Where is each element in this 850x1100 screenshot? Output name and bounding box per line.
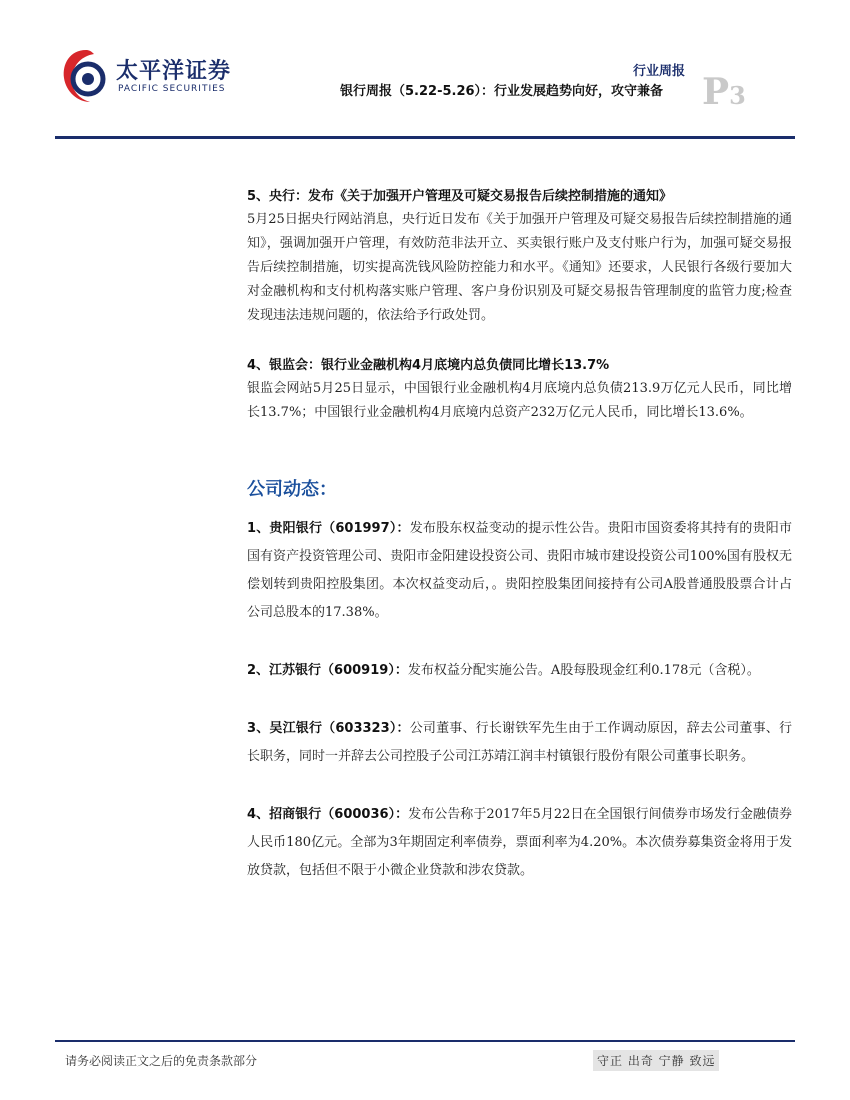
report-type: 行业周报 [632, 64, 685, 79]
company-entry [247, 515, 792, 627]
logo-emblem-icon [60, 46, 112, 106]
company-entry-text: 发布公告称于2017年5月22日在全国银行间债券市场发行金融债券人民币180亿元。全部为3年期固定利率债券，票面利率为4.20%。本次债券募集资金将用于发放贷款，包括但不限于小微企业贷款和涉农贷款。 [247, 807, 792, 878]
logo-text-cn: 太平洋证券 [116, 59, 232, 84]
footer-disclaimer: 请务必阅读正文之后的免责条款部分 [65, 1054, 258, 1068]
company-entry-text: 发布权益分配实施公告。A股每股现金红利0.178元（含税）。 [407, 663, 760, 678]
page-number [702, 71, 746, 113]
news-item [247, 185, 792, 328]
company-entry-text: 公司董事、行长谢铁军先生由于工作调动原因，辞去公司董事、行长职务，同时一并辞去公司控股子公司江苏靖江润丰村镇银行股份有限公司董事长职务。 [247, 721, 792, 764]
main-content [247, 185, 792, 915]
news-item [247, 354, 792, 425]
news-heading: 4、银监会：银行业金融机构4月底境内总负债同比增长13.7% [247, 358, 610, 373]
page-label-num: 3 [729, 81, 746, 110]
footer-motto: 守正 出奇 宁静 致远 [593, 1050, 719, 1071]
footer-divider [55, 1040, 795, 1042]
header-divider [55, 136, 795, 139]
company-entry [247, 657, 792, 685]
news-body: 银监会网站5月25日显示，中国银行业金融机构4月底境内总负债213.9万亿元人民币，同比增长13.7%；中国银行业金融机构4月底境内总资产232万亿元人民币，同比增长13.6%。 [247, 381, 792, 420]
company-entry [247, 715, 792, 771]
logo-text-en: PACIFIC SECURITIES [118, 84, 226, 94]
news-heading: 5、央行：发布《关于加强开户管理及可疑交易报告后续控制措施的通知》 [247, 189, 673, 204]
section-title: 公司动态： [247, 479, 337, 500]
company-entry-lead: 1、贵阳银行（601997）： [247, 521, 410, 536]
company-entry [247, 801, 792, 885]
news-body: 5月25日据央行网站消息，央行近日发布《关于加强开户管理及可疑交易报告后续控制措施的通知》，强调加强开户管理，有效防范非法开立、买卖银行账户及支付账户行为，加强可疑交易报告后续控制措施，切实提高洗钱风险防控能力和水平。《通知》还要求，人民银行各级行要加大对金融机构和支付机构落实账户管理、客户身份识别及可疑交易报告管理制度的监管力度;检查发现违法违规问题的，依法给予行政处罚。 [247, 212, 792, 323]
company-entry-text: 发布股东权益变动的提示性公告。贵阳市国资委将其持有的贵阳市国有资产投资管理公司、贵阳市金阳建设投资公司、贵阳市城市建设投资公司100%国有股权无偿划转到贵阳控股集团。本次权益变动后，。贵阳控股集团间接持有公司A股普通股股票合计占公司总股本的17.38%。 [247, 521, 792, 620]
company-entry-lead: 4、招商银行（600036）： [247, 807, 409, 822]
company-entry-lead: 2、江苏银行（600919）： [247, 663, 408, 678]
company-logo [60, 46, 240, 106]
page-label-p: P [702, 71, 730, 113]
report-title: 银行周报（5.22-5.26）：行业发展趋势向好，攻守兼备 [340, 84, 664, 99]
company-entry-lead: 3、吴江银行（603323）： [247, 721, 410, 736]
